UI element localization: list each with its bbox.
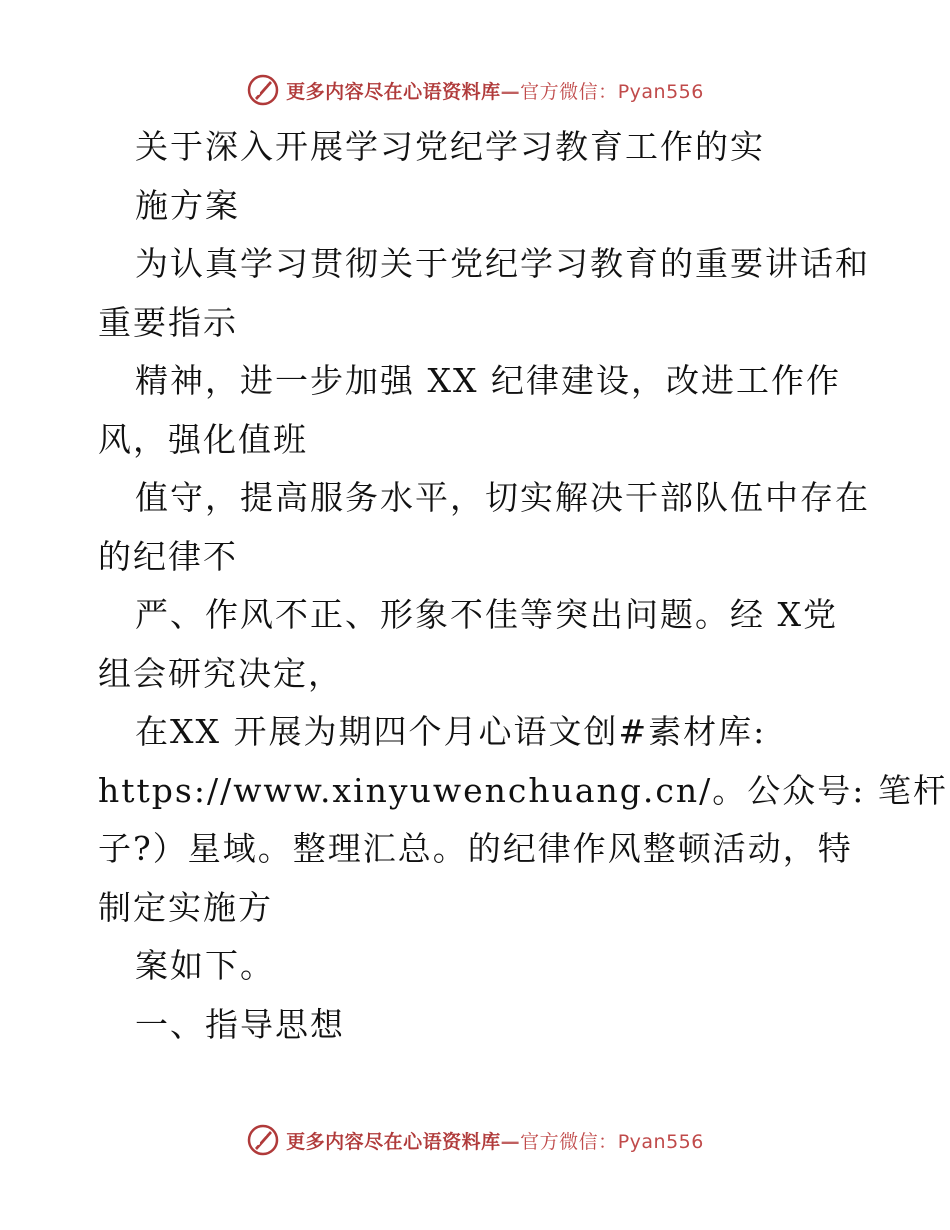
title-line-2: 施方案 [135,185,240,225]
paragraph-line: 风，强化值班 [98,419,308,459]
watermark-brand: 更多内容尽在心语资料库 [286,1130,501,1153]
paragraph-line: 严、作风不正、形象不佳等突出问题。经 X党 [135,595,838,634]
watermark-wechat-label: 官方微信： [520,1130,618,1153]
document-body [98,118,948,1054]
paragraph-line: 精神，进一步加强 XX 纪律建设，改进工作作 [135,361,841,400]
paragraph-line: 重要指示 [98,302,238,342]
footer-watermark-banner [0,1120,950,1160]
paragraph-line: 在XX 开展为期四个月心语文创#素材库: [135,712,767,751]
watermark-text [286,1127,704,1154]
section-heading: 一、指导思想 [135,1004,345,1044]
paragraph-line: 的纪律不 [98,536,238,576]
paragraph-line: 组会研究决定， [98,653,343,693]
quill-pen-logo-icon [246,1123,280,1157]
paragraph-line: 为认真学习贯彻关于党纪学习教育的重要讲话和 [135,244,870,283]
title-line-1: 关于深入开展学习党纪学习教育工作的实 [135,127,765,166]
paragraph-line: 制定实施方 [98,887,273,927]
quill-pen-logo-icon [246,73,280,107]
watermark-wechat-label: 官方微信： [520,80,618,103]
paragraph-line: 案如下。 [135,946,275,985]
watermark-wechat-id: Pyan556 [617,80,704,103]
watermark-separator: — [500,1130,521,1153]
paragraph-line: 值守，提高服务水平，切实解决干部队伍中存在 [135,478,870,517]
paragraph-line: https://www.xinyuwenchuang.cn/。公众号: 笔杆 [98,770,948,810]
paragraph-line: 子?）星域。整理汇总。的纪律作风整顿活动，特 [98,829,853,868]
watermark-separator: — [500,80,521,103]
header-watermark-banner [0,70,950,110]
watermark-wechat-id: Pyan556 [617,1130,704,1153]
watermark-brand: 更多内容尽在心语资料库 [286,80,501,103]
watermark-text [286,77,704,104]
